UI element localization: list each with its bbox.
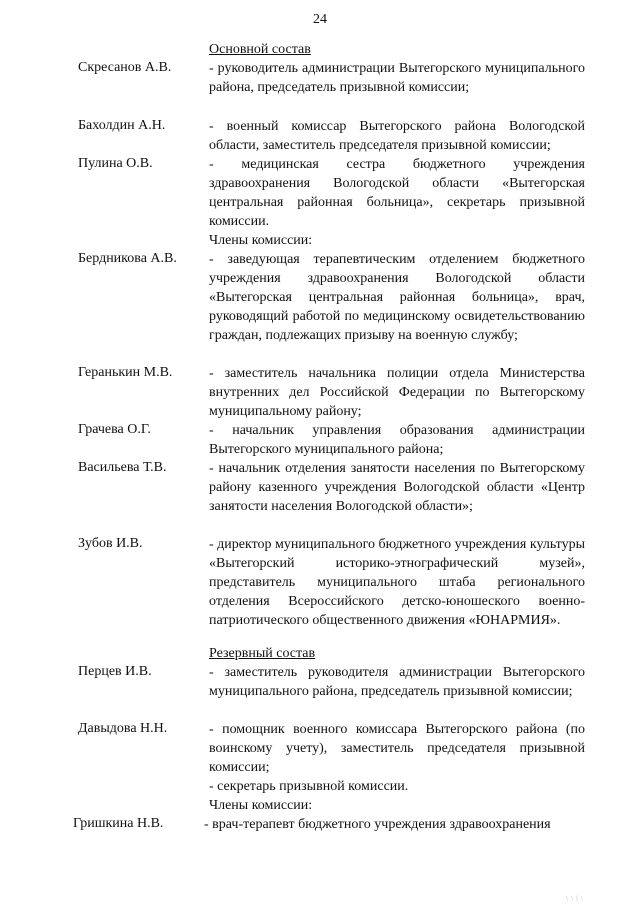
member-name: Перцев И.В.	[78, 664, 152, 679]
member-role: - директор муниципального бюджетного учреждения культуры «Вытегорский историко-этнографический музей», представитель муниципального штаба регионального отделения Всероссийского детско-юношеского военно-патриотического общественного движения «ЮНАРМИЯ».	[209, 537, 586, 628]
member-role: - секретарь призывной комиссии.	[209, 779, 409, 794]
section-heading-members: Члены комиссии:	[209, 233, 313, 248]
member-role: - помощник военного комиссара Вытегорского района (по воинскому учету), заместитель председателя призывной комиссии;	[209, 722, 585, 775]
member-role: - начальник управления образования администрации Вытегорского муниципального района;	[209, 423, 585, 457]
member-name: Бердникова А.В.	[78, 251, 177, 266]
member-role: - заведующая терапевтическим отделением бюджетного учреждения здравоохранения Вологодской области «Вытегорская центральная районная больница», врач, руководящий работой по медицинскому освидетельствованию граждан, подлежащих призыву на военную службу;	[209, 252, 585, 343]
member-role: - заместитель начальника полиции отдела Министерства внутренних дел Российской Федерации по Вытегорскому муниципальному району;	[209, 366, 585, 419]
section-heading-reserve: Резервный состав	[209, 646, 316, 661]
member-name: Бахолдин А.Н.	[78, 118, 166, 133]
corner-scan-mark: \ \ | \	[566, 896, 584, 902]
member-role: - врач-терапевт бюджетного учреждения здравоохранения	[204, 817, 551, 832]
page-number: 24	[313, 12, 327, 27]
member-role: - начальник отделения занятости населения по Вытегорскому району казенного учреждения Вологодской области «Центр занятости населения Вологодской области»;	[209, 461, 585, 514]
member-role: - заместитель руководителя администрации Вытегорского муниципального района, председатель призывной комиссии;	[209, 665, 585, 699]
member-name: Васильева Т.В.	[78, 460, 167, 475]
member-name: Грачева О.Г.	[78, 422, 151, 437]
section-heading-main: Основной состав	[209, 42, 311, 57]
section-heading-members: Члены комиссии:	[209, 798, 313, 813]
member-role: - руководитель администрации Вытегорского муниципального района, председатель призывной комиссии;	[209, 61, 585, 95]
member-name: Зубов И.В.	[78, 536, 143, 551]
member-role: - медицинская сестра бюджетного учреждения здравоохранения Вологодской области «Вытегорская центральная районная больница», секретарь призывной комиссии.	[209, 157, 585, 229]
member-name: Скресанов А.В.	[78, 60, 172, 75]
member-name: Гришкина Н.В.	[73, 816, 164, 831]
member-name: Давыдова Н.Н.	[78, 721, 168, 736]
member-name: Пулина О.В.	[78, 156, 153, 171]
member-name: Геранькин М.В.	[78, 365, 173, 380]
member-role: - военный комиссар Вытегорского района Вологодской области, заместитель председателя призывной комиссии;	[209, 119, 585, 153]
